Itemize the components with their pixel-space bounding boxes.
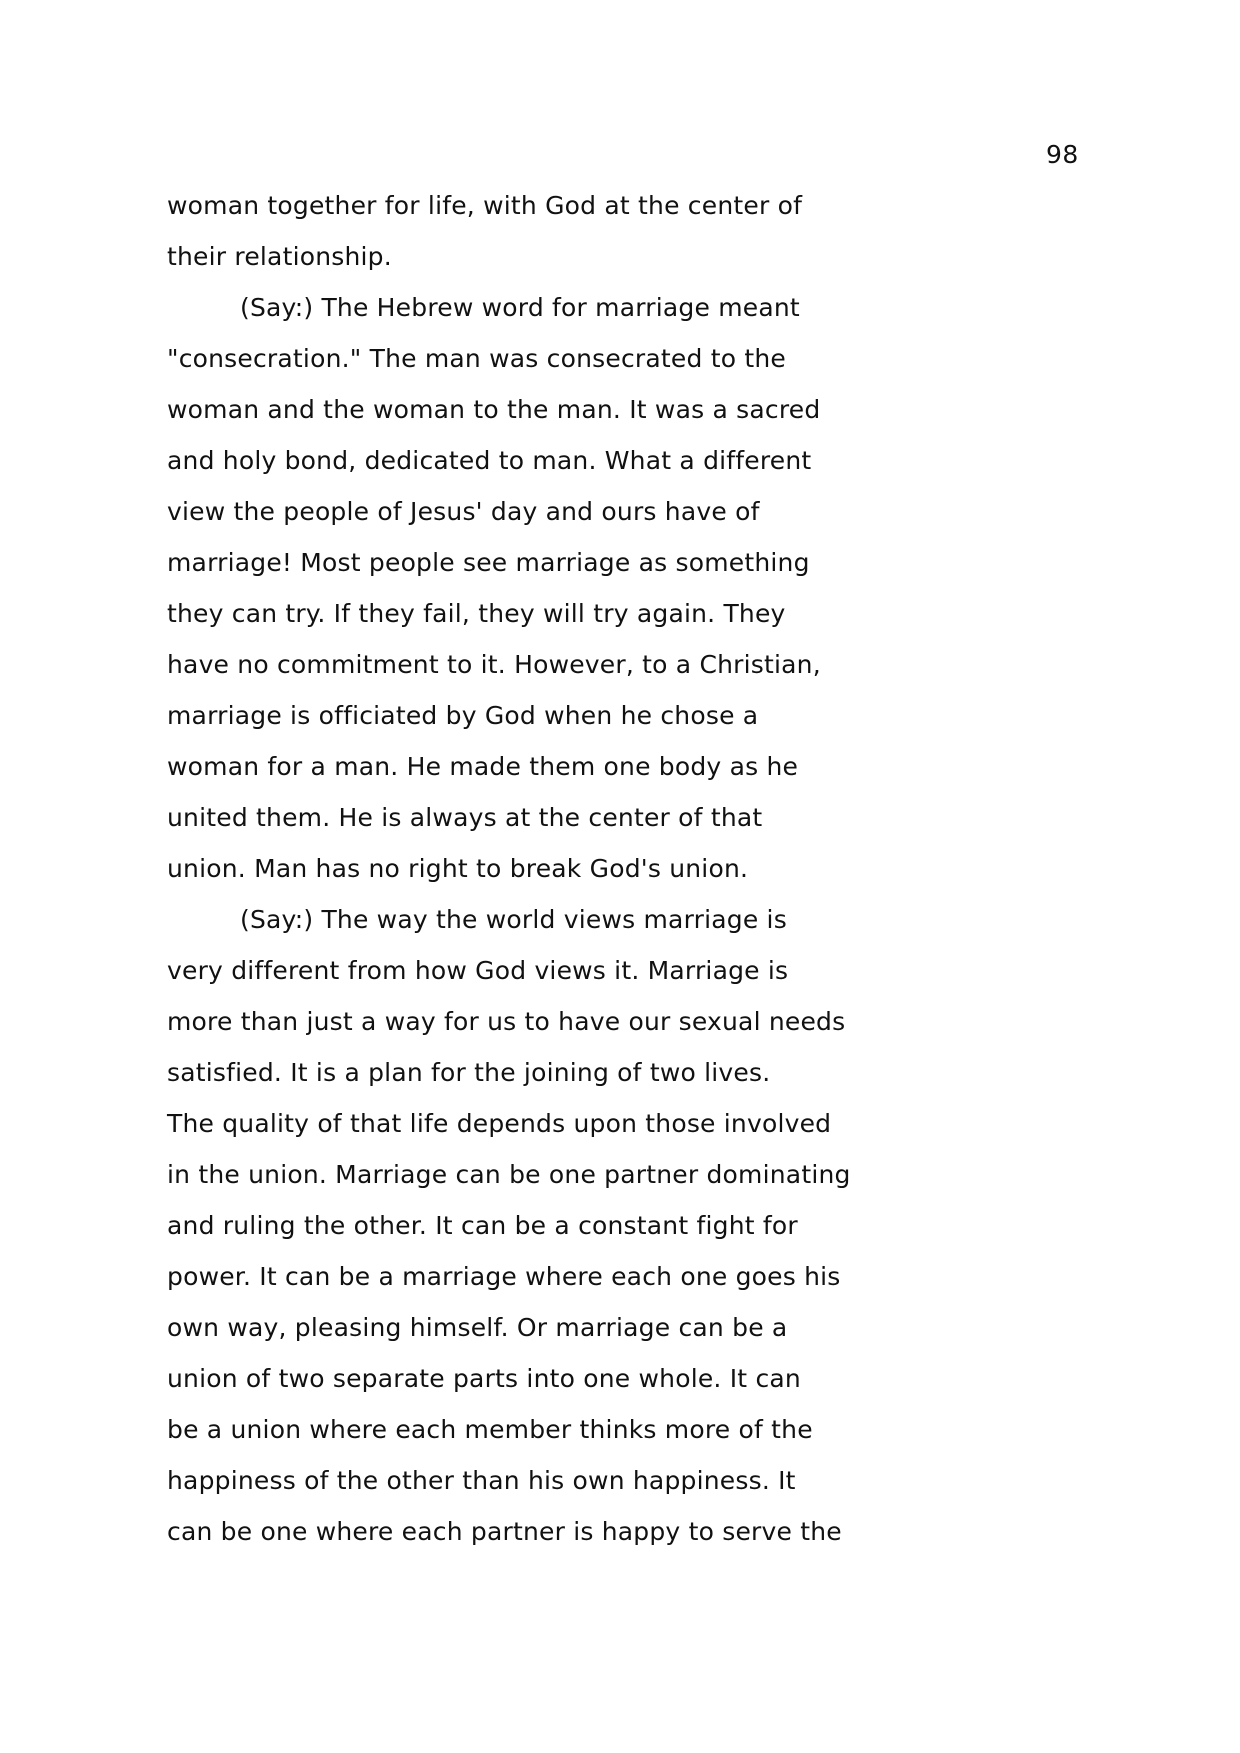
- text-line: and holy bond, dedicated to man. What a different: [167, 446, 812, 475]
- page-number: 98: [1046, 140, 1079, 169]
- text-line: happiness of the other than his own happiness. It: [167, 1466, 796, 1495]
- text-line: The quality of that life depends upon those involved: [167, 1109, 832, 1138]
- text-line: woman together for life, with God at the center of: [167, 191, 803, 220]
- text-line: woman and the woman to the man. It was a sacred: [167, 395, 821, 424]
- text-line: in the union. Marriage can be one partner dominating: [167, 1160, 851, 1189]
- text-line: their relationship.: [167, 242, 392, 271]
- text-line: (Say:) The way the world views marriage is: [240, 905, 787, 934]
- text-line: can be one where each partner is happy to serve the: [167, 1517, 842, 1546]
- body-text: [167, 180, 851, 1557]
- text-line: satisfied. It is a plan for the joining of two lives.: [167, 1058, 771, 1087]
- text-line: (Say:) The Hebrew word for marriage meant: [240, 293, 800, 322]
- text-line: union. Man has no right to break God's union.: [167, 854, 749, 883]
- text-line: marriage! Most people see marriage as something: [167, 548, 810, 577]
- text-line: be a union where each member thinks more of the: [167, 1415, 813, 1444]
- text-line: "consecration." The man was consecrated to the: [167, 344, 786, 373]
- text-line: very different from how God views it. Marriage is: [167, 956, 789, 985]
- text-line: view the people of Jesus' day and ours have of: [167, 497, 760, 526]
- text-line: more than just a way for us to have our sexual needs: [167, 1007, 846, 1036]
- text-line: and ruling the other. It can be a constant fight for: [167, 1211, 798, 1240]
- text-line: marriage is officiated by God when he chose a: [167, 701, 759, 730]
- text-line: they can try. If they fail, they will try again. They: [167, 599, 786, 628]
- text-line: union of two separate parts into one whole. It can: [167, 1364, 801, 1393]
- text-line: have no commitment to it. However, to a Christian,: [167, 650, 821, 679]
- text-line: united them. He is always at the center of that: [167, 803, 763, 832]
- text-line: power. It can be a marriage where each one goes his: [167, 1262, 841, 1291]
- text-line: woman for a man. He made them one body as he: [167, 752, 799, 781]
- text-line: own way, pleasing himself. Or marriage can be a: [167, 1313, 788, 1342]
